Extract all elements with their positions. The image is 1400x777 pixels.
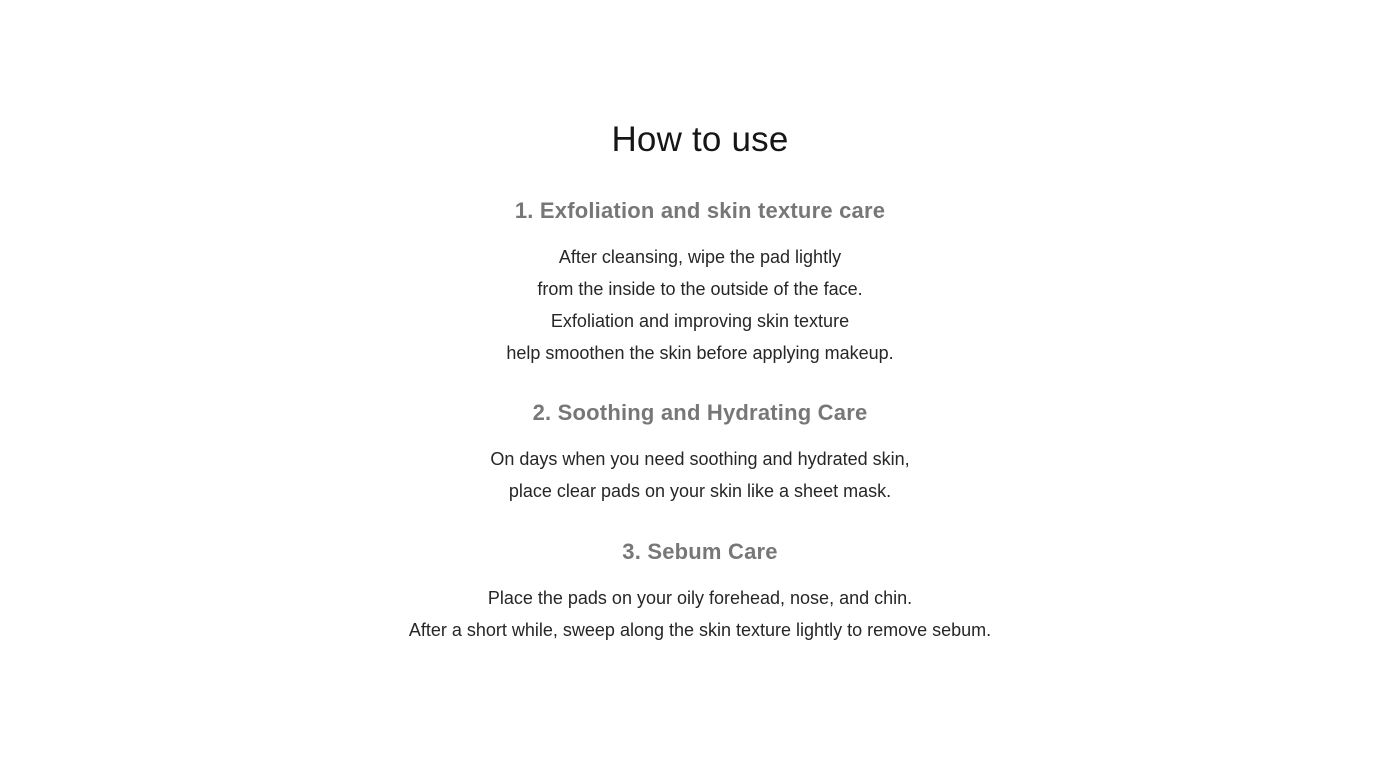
body-line: After cleansing, wipe the pad lightly (558, 247, 842, 267)
section-exfoliation (0, 196, 1400, 369)
section-heading: 2. Soothing and Hydrating Care (532, 400, 868, 425)
section-soothing-hydrating (0, 398, 1400, 507)
section-body (0, 241, 1400, 369)
page-title: How to use (611, 120, 789, 159)
body-line: After a short while, sweep along the skin texture lightly to remove sebum. (408, 620, 992, 640)
section-sebum (0, 537, 1400, 646)
section-body (0, 443, 1400, 507)
body-line: On days when you need soothing and hydrated skin, (490, 449, 910, 469)
body-line: from the inside to the outside of the face. (537, 279, 863, 299)
body-line: help smoothen the skin before applying makeup. (506, 343, 894, 363)
section-heading: 3. Sebum Care (622, 539, 778, 564)
section-heading: 1. Exfoliation and skin texture care (514, 198, 886, 223)
body-line: Place the pads on your oily forehead, nose, and chin. (487, 588, 913, 608)
body-line: place clear pads on your skin like a sheet mask. (508, 481, 892, 501)
body-line: Exfoliation and improving skin texture (550, 311, 850, 331)
section-body (0, 582, 1400, 646)
